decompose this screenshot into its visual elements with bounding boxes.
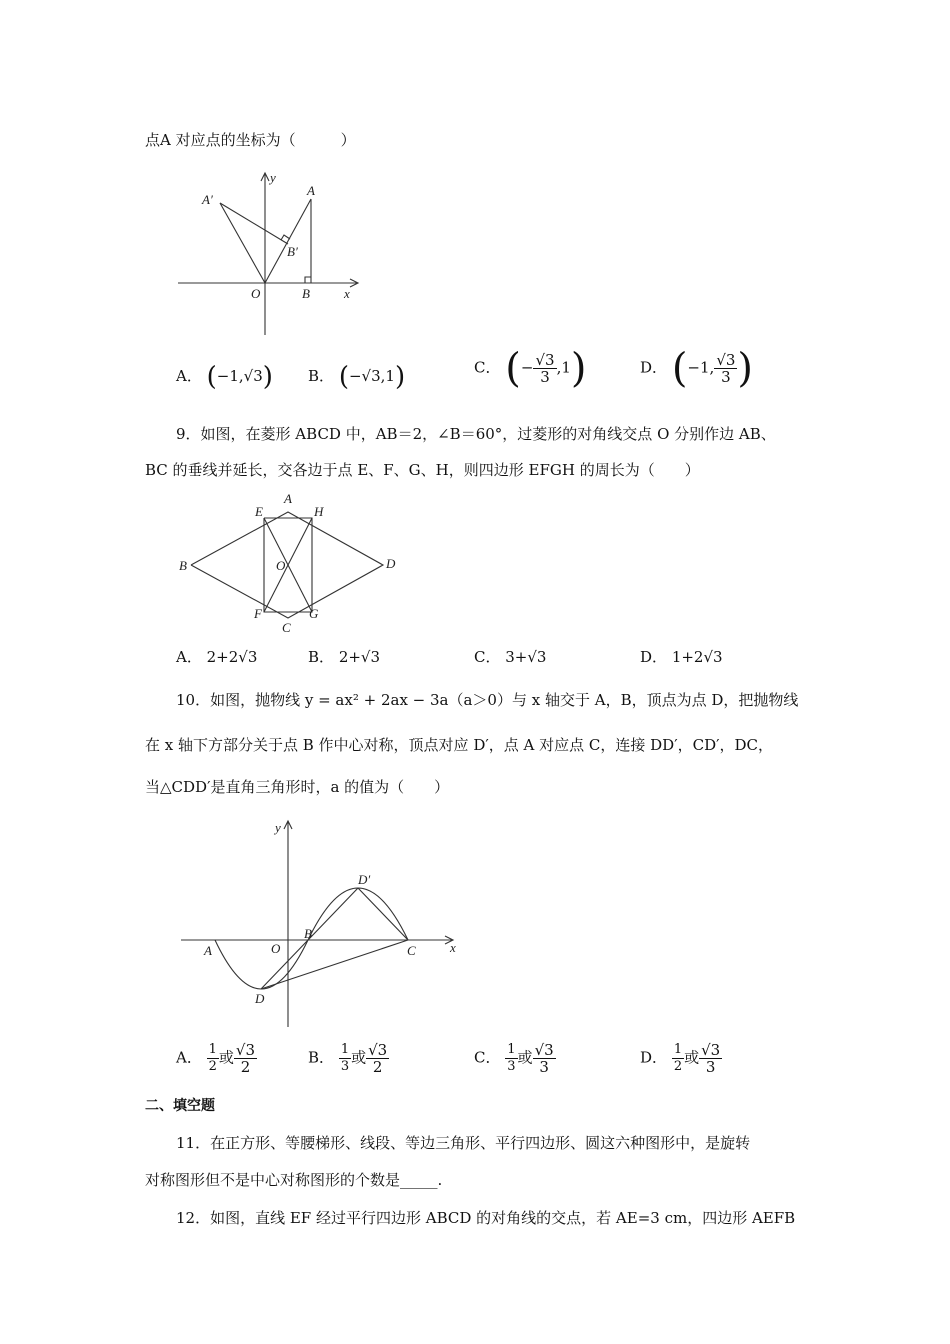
q10-option-d[interactable]: D． $\frac{1}{2}$ 或 $\frac{√3}{3}$	[640, 1041, 721, 1076]
q9-option-c[interactable]: C． 3+√3	[474, 648, 547, 666]
q8-label-x: x	[344, 286, 350, 301]
q10-figure	[175, 815, 475, 1035]
q11-line-2: 对称图形但不是中心对称图形的个数是_____.	[145, 1171, 443, 1189]
q8-option-d[interactable]: D． (−1, $\frac{√3}{3}$ )	[640, 345, 754, 392]
q8-label-y: y	[270, 170, 276, 185]
q10-label-b: B	[304, 926, 312, 941]
q10-option-b[interactable]: B． $\frac{1}{3}$ 或 $\frac{√3}{2}$	[308, 1041, 388, 1076]
q9-option-a-value: 2+2√3	[206, 648, 258, 666]
q8-option-b-value: −√3,1	[348, 367, 395, 385]
q10-label-c: C	[407, 943, 416, 958]
q8-label-a: A	[307, 183, 315, 198]
q11-line-1: 11．在正方形、等腰梯形、线段、等边三角形、平行四边形、圆这六种图形中，是旋转	[176, 1134, 751, 1152]
q10-label-x: x	[450, 940, 456, 955]
q8-label-b: B	[302, 286, 310, 301]
q8-label-o: O	[251, 286, 261, 301]
q12-line-1: 12．如图，直线 EF 经过平行四边形 ABCD 的对角线的交点，若 AE=3 cm，四边形 AEFB	[176, 1209, 796, 1227]
q10-parabola-reflected	[308, 888, 408, 940]
q10-parabola-lower	[215, 940, 308, 989]
q9-option-d-value: 1+2√3	[671, 648, 723, 666]
q8-figure	[170, 165, 370, 335]
q9-label-a: A	[284, 491, 292, 506]
q10-line-3: 当△CDD′是直角三角形时，a 的值为（ ）	[145, 778, 450, 796]
q9-label-h: H	[314, 504, 324, 519]
q10-option-c[interactable]: C． $\frac{1}{3}$ 或 $\frac{√3}{3}$	[474, 1041, 554, 1076]
q10-label-d-prime: D′	[358, 872, 371, 887]
q8-option-a[interactable]: A． (−1,√3)	[176, 362, 273, 392]
q10-line-2: 在 x 轴下方部分关于点 B 作中心对称，顶点对应 D′，点 A 对应点 C，连接 DD′，CD′，DC，	[145, 736, 774, 754]
section-heading: 二、填空题	[145, 1098, 215, 1114]
q9-option-b-value: 2+√3	[338, 648, 381, 666]
q9-line-1: 9．如图，在菱形 ABCD 中，AB＝2，∠B＝60°，过菱形的对角线交点 O 分别作边 AB、	[176, 425, 776, 443]
q9-option-a[interactable]: A． 2+2√3	[176, 648, 258, 666]
q9-figure	[175, 490, 405, 635]
q10-label-y: y	[275, 820, 281, 835]
q9-label-b: B	[179, 558, 187, 573]
q9-label-d: D	[386, 556, 396, 571]
q10-label-d: D	[255, 991, 265, 1006]
q10-label-o: O	[271, 941, 281, 956]
q8-stem-tail: 点A 对应点的坐标为（ ）	[145, 131, 356, 149]
q8-label-a-prime: A′	[202, 192, 213, 207]
q10-option-a[interactable]: A． $\frac{1}{2}$ 或 $\frac{√3}{2}$	[176, 1041, 256, 1076]
q8-option-b[interactable]: B． (−√3,1)	[308, 362, 406, 392]
q9-label-o: O	[276, 558, 286, 573]
q9-option-d[interactable]: D． 1+2√3	[640, 648, 723, 666]
q8-label-b-prime: B′	[287, 244, 298, 259]
q9-option-c-value: 3+√3	[505, 648, 547, 666]
q9-line-2: BC 的垂线并延长，交各边于点 E、F、G、H，则四边形 EFGH 的周长为（ ）	[145, 461, 700, 479]
q10-label-a: A	[204, 943, 212, 958]
q8-option-a-value: −1,√3	[216, 367, 263, 385]
q9-option-b[interactable]: B． 2+√3	[308, 648, 381, 666]
q10-line-1: 10．如图，抛物线 y = ax² + 2ax − 3a（a＞0）与 x 轴交于 A，B，顶点为点 D，把抛物线	[176, 691, 799, 709]
q9-label-f: F	[254, 606, 262, 621]
q9-label-e: E	[255, 504, 263, 519]
q8-option-c[interactable]: C． (− $\frac{√3}{3}$ ,1)	[474, 345, 587, 392]
q9-label-c: C	[282, 620, 291, 635]
q9-label-g: G	[309, 606, 319, 621]
